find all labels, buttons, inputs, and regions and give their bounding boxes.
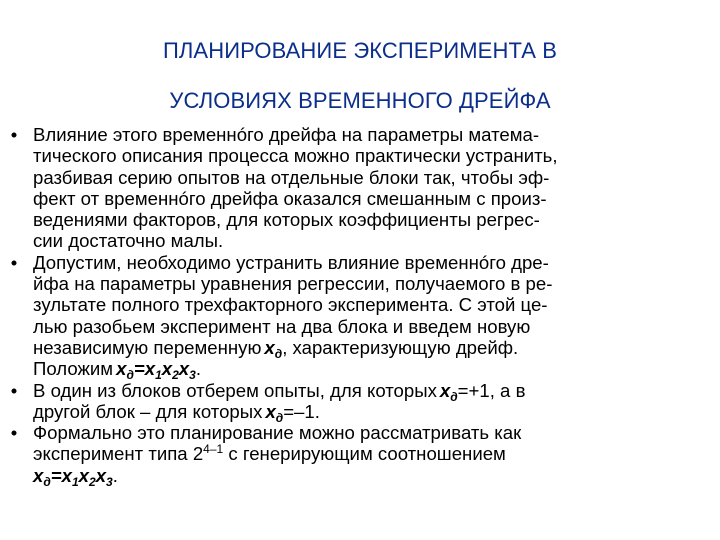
- bullet-4-line-2: [33, 443, 708, 464]
- bullet-marker: •: [10, 379, 18, 401]
- slide-title: [0, 26, 720, 126]
- var-xd: [264, 336, 283, 361]
- var-x: x: [439, 379, 451, 401]
- bullet-item-2: [8, 251, 708, 383]
- period: .: [195, 358, 201, 380]
- bullet-4-line-1: Формально это планирование можно рассматривать как: [33, 422, 522, 444]
- var-x: x: [116, 358, 127, 380]
- bullet-2-line-4: лью разобьем эксперимент на два блока и введем новую: [33, 315, 531, 337]
- bullet-4-line-2-tail: с генерирующим соотношением: [223, 443, 506, 465]
- title-line-1: ПЛАНИРОВАНИЕ ЭКСПЕРИМЕНТА В: [162, 38, 558, 63]
- bullet-2-line-1: Допустим, необходимо устранить влияние временнóго дре-: [33, 251, 549, 273]
- bullet-3-line-1-text: В один из блоков отберем опыты, для которых: [33, 379, 437, 401]
- title-line-2: УСЛОВИЯХ ВРЕМЕННОГО ДРЕЙФА: [169, 88, 551, 113]
- bullet-item-1: [8, 124, 708, 252]
- formula-xd-eq-x1x2x3: [116, 358, 196, 383]
- bullet-2-line-2: йфа на параметры уравнения регрессии, получаемого в ре-: [33, 273, 553, 295]
- var-x: x: [95, 464, 107, 486]
- bullet-2-line-5-tail: , характеризующую дрейф.: [282, 336, 519, 358]
- var-x: x: [61, 464, 72, 486]
- bullet-marker: •: [10, 124, 18, 145]
- var-sub-1: 1: [155, 368, 162, 383]
- bullet-item-4: [8, 422, 708, 489]
- period: .: [112, 464, 118, 486]
- formula-xd-eq-x1x2x3: [33, 464, 113, 489]
- bullet-3-line-2-text: другой блок – для которых: [33, 400, 263, 422]
- bullet-1-line-6: сии достаточно малы.: [33, 230, 224, 252]
- bullet-marker: •: [10, 251, 18, 273]
- bullet-3-line-1: [33, 379, 708, 404]
- bullet-1-line-1: Влияние этого временнóго дрейфа на параметры матема-: [33, 124, 540, 145]
- var-sub-d: д: [450, 389, 458, 404]
- var-sub-d: д: [126, 368, 134, 383]
- var-x: x: [178, 358, 190, 380]
- bullet-4-line-2-text: эксперимент типа 2: [33, 443, 204, 465]
- var-x: x: [161, 358, 173, 380]
- equals-sign: =: [50, 464, 62, 486]
- var-sub-d: д: [275, 410, 284, 425]
- bullet-1-line-5: ведениями факторов, для которых коэффициенты регрес-: [33, 209, 540, 231]
- var-x: x: [33, 464, 44, 486]
- bullet-3-line-1-tail: =+1, а в: [457, 379, 526, 401]
- var-sub-3: 3: [106, 474, 113, 489]
- bullet-3-line-2: [33, 400, 708, 425]
- power-exponent: 4–1: [203, 442, 224, 457]
- bullet-1-line-4: фект от временнóго дрейфа оказался смешанным с произ-: [33, 187, 547, 209]
- var-sub-d: д: [43, 474, 51, 489]
- bullet-2-line-5-text: независимую переменную: [33, 336, 262, 358]
- var-sub-2: 2: [172, 368, 179, 383]
- bullet-3-line-2-tail: =–1.: [283, 400, 320, 422]
- var-sub-3: 3: [189, 368, 196, 383]
- bullet-item-3: [8, 380, 708, 423]
- bullet-list: [8, 124, 708, 489]
- var-sub-d: д: [274, 346, 283, 361]
- var-xd: [439, 379, 458, 404]
- var-sub-2: 2: [89, 474, 96, 489]
- var-x: x: [144, 358, 156, 380]
- bullet-2-line-3: зультате полного трехфакторного эксперимента. С этой це-: [33, 294, 548, 316]
- bullet-2-line-5: [33, 336, 708, 361]
- var-x: x: [78, 464, 89, 486]
- var-sub-1: 1: [71, 474, 79, 489]
- bullet-marker: •: [10, 422, 18, 444]
- bullet-1-line-3: разбивая серию опытов на отдельные блоки так, чтобы эф-: [33, 166, 550, 188]
- var-x: x: [265, 400, 276, 422]
- bullet-1-line-2: тического описания процесса можно практически устранить,: [33, 145, 558, 167]
- bullet-4-line-3: [33, 464, 708, 489]
- var-x: x: [264, 336, 275, 358]
- bullet-2-line-6-text: Положим: [33, 358, 114, 380]
- equals-sign: =: [133, 358, 145, 380]
- var-xd: [265, 400, 284, 425]
- bullet-2-line-6: [33, 358, 708, 383]
